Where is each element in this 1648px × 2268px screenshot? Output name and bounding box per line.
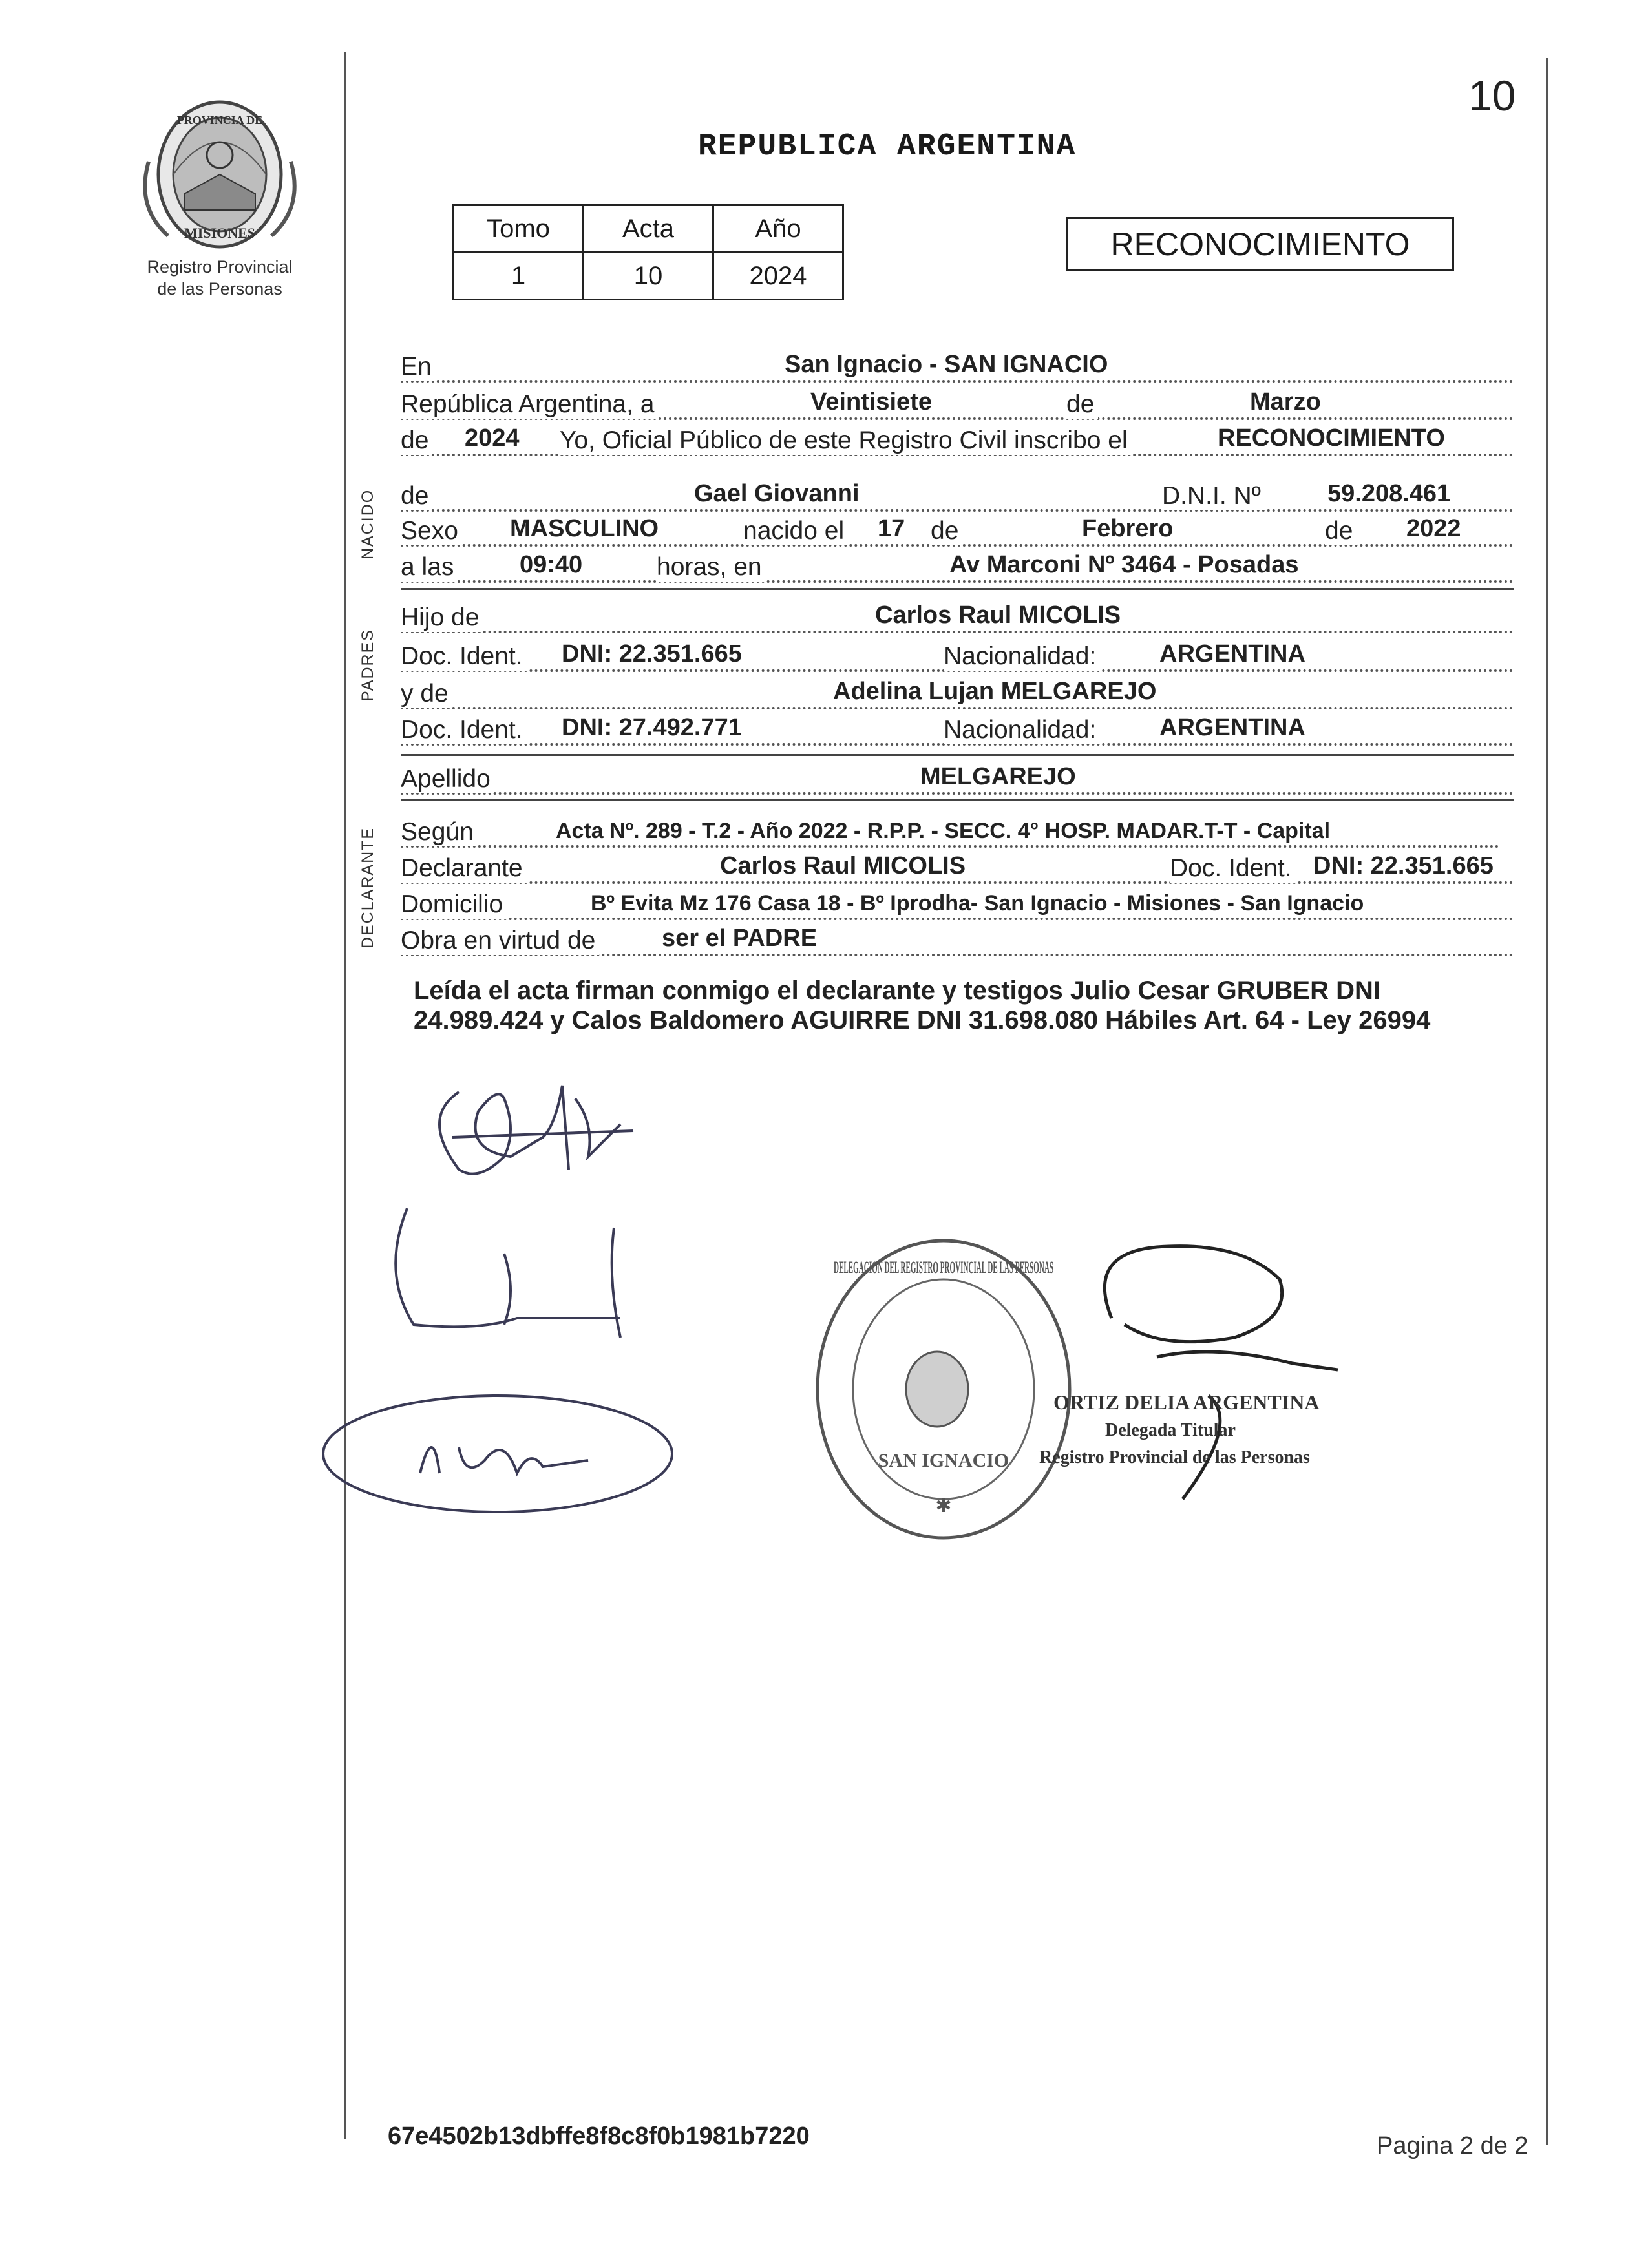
madre-nac-value: ARGENTINA — [1157, 714, 1308, 742]
logo-caption-line1: Registro Provincial — [147, 257, 293, 277]
document-title: REPUBLICA ARGENTINA — [698, 129, 1077, 164]
tomo-value: 1 — [454, 253, 584, 300]
madre-doc-label: Doc. Ident. — [401, 716, 527, 744]
hijo-label: Hijo de — [401, 604, 483, 632]
official-signature — [1047, 1228, 1383, 1538]
sexo-label: Sexo — [401, 517, 462, 545]
obra-value: ser el PADRE — [659, 925, 819, 952]
horas-label: horas, en — [657, 553, 766, 582]
madre-nac-label: Nacionalidad: — [944, 716, 1100, 744]
svg-text:✱: ✱ — [935, 1495, 952, 1517]
right-margin-line — [1546, 58, 1548, 2145]
row-fecha — [401, 388, 1514, 425]
signature-testigo-1 — [396, 1208, 620, 1338]
row-inscribo — [401, 424, 1514, 461]
logo-caption-line2: de las Personas — [157, 279, 282, 299]
page-number: 10 — [1468, 72, 1516, 120]
de-label-3: de — [401, 482, 432, 510]
nac-anio: 2022 — [1404, 515, 1464, 543]
official-seal — [808, 1228, 1079, 1551]
seal-ring-text: DELEGACION DEL REGISTRO PROVINCIAL DE LAS PERSONAS — [834, 1258, 1053, 1277]
inscribo-label: Yo, Oficial Público de este Registro Civil inscribo el — [560, 426, 1132, 455]
madre-value: Adelina Lujan MELGAREJO — [830, 678, 1159, 706]
padre-nac-label: Nacionalidad: — [944, 642, 1100, 671]
province-logo — [123, 97, 317, 310]
signature-testigo-2 — [323, 1396, 672, 1512]
obra-label: Obra en virtud de — [401, 927, 599, 955]
official-office: Registro Provincial de las Personas — [1039, 1447, 1310, 1467]
segun-label: Según — [401, 818, 478, 846]
row-apellido — [401, 762, 1514, 800]
seal-bottom-text: SAN IGNACIO — [878, 1450, 1009, 1471]
registry-table — [452, 204, 844, 300]
de-label-5: de — [1325, 517, 1357, 545]
republica-label: República Argentina, a — [401, 390, 658, 419]
apellido-value: MELGAREJO — [918, 763, 1079, 791]
anio-value: 2024 — [713, 253, 843, 300]
nacido-label: nacido el — [743, 517, 848, 545]
signatures-group — [310, 1060, 711, 1525]
row-declarante — [401, 852, 1514, 889]
padre-nac-value: ARGENTINA — [1157, 640, 1308, 668]
dni-label: D.N.I. Nº — [1162, 482, 1265, 510]
segun-value: Acta Nº. 289 - T.2 - Año 2022 - R.P.P. - SECC. 4° HOSP. MADAR.T-T - Capital — [553, 819, 1333, 844]
padre-doc-value: DNI: 22.351.665 — [559, 640, 745, 668]
acta-value: 10 — [584, 253, 713, 300]
closing-statement: Leída el acta firman conmigo el declarante y testigos Julio Cesar GRUBER DNI 24.989.424 y Calos Baldomero AGUIRRE DNI 31.698.080 Hábiles Art. 64 - Ley 26994 — [414, 976, 1431, 1034]
padre-value: Carlos Raul MICOLIS — [872, 602, 1123, 629]
nac-dia: 17 — [875, 515, 907, 543]
anio-header: Año — [713, 205, 843, 253]
hora-value: 09:40 — [517, 551, 585, 579]
sexo-value: MASCULINO — [507, 515, 661, 543]
inscribo-value: RECONOCIMIENTO — [1215, 425, 1448, 452]
declarante-doc-value: DNI: 22.351.665 — [1311, 852, 1496, 880]
month-value: Marzo — [1247, 388, 1324, 416]
side-label-nacido: NACIDO — [359, 488, 377, 560]
day-value: Veintisiete — [808, 388, 935, 416]
side-label-padres: PADRES — [359, 629, 377, 702]
de-label-2: de — [401, 426, 432, 455]
domicilio-value: Bº Evita Mz 176 Casa 18 - Bº Iprodha- San Ignacio - Misiones - San Ignacio — [588, 891, 1366, 916]
tomo-header: Tomo — [454, 205, 584, 253]
row-en — [401, 350, 1514, 388]
row-segun — [401, 815, 1499, 853]
row-madre-doc — [401, 713, 1514, 751]
lugar-value: Av Marconi Nº 3464 - Posadas — [947, 551, 1301, 579]
document-hash: 67e4502b13dbffe8f8c8f0b1981b7220 — [388, 2123, 810, 2150]
alas-label: a las — [401, 553, 458, 582]
domicilio-label: Domicilio — [401, 890, 507, 919]
nac-mes: Febrero — [1079, 515, 1176, 543]
page-indicator: Pagina 2 de 2 — [1377, 2132, 1528, 2159]
svg-text:PROVINCIA DE: PROVINCIA DE — [176, 114, 263, 127]
madre-doc-value: DNI: 27.492.771 — [559, 714, 745, 742]
divider-nacido — [401, 588, 1514, 590]
nombre-value: Gael Giovanni — [692, 480, 862, 508]
divider-padres — [401, 754, 1514, 756]
yde-label: y de — [401, 680, 452, 708]
svg-text:MISIONES: MISIONES — [184, 225, 256, 241]
row-domicilio — [401, 888, 1514, 925]
row-madre — [401, 677, 1514, 715]
misiones-coat-of-arms-icon — [123, 97, 317, 252]
act-type-box: RECONOCIMIENTO — [1066, 217, 1454, 271]
padre-doc-label: Doc. Ident. — [401, 642, 527, 671]
en-label: En — [401, 353, 436, 381]
dni-value: 59.208.461 — [1325, 480, 1453, 508]
row-obra — [401, 924, 1514, 961]
en-value: San Ignacio - SAN IGNACIO — [782, 351, 1110, 379]
declarante-label: Declarante — [401, 854, 527, 883]
row-padre-doc — [401, 640, 1514, 677]
official-title: Delegada Titular — [1105, 1420, 1236, 1440]
official-name: ORTIZ DELIA ARGENTINA — [1053, 1391, 1320, 1414]
signature-declarante — [439, 1086, 633, 1174]
de-label-4: de — [931, 517, 962, 545]
row-hora — [401, 551, 1514, 588]
year-value: 2024 — [462, 425, 522, 452]
side-label-declarante: DECLARANTE — [359, 826, 377, 949]
declarante-value: Carlos Raul MICOLIS — [717, 852, 968, 880]
row-hijo — [401, 601, 1514, 638]
apellido-label: Apellido — [401, 765, 494, 793]
row-nombre — [401, 479, 1514, 517]
acta-header: Acta — [584, 205, 713, 253]
declarante-doc-label: Doc. Ident. — [1170, 854, 1296, 883]
de-label-1: de — [1066, 390, 1098, 419]
row-sexo — [401, 514, 1514, 552]
